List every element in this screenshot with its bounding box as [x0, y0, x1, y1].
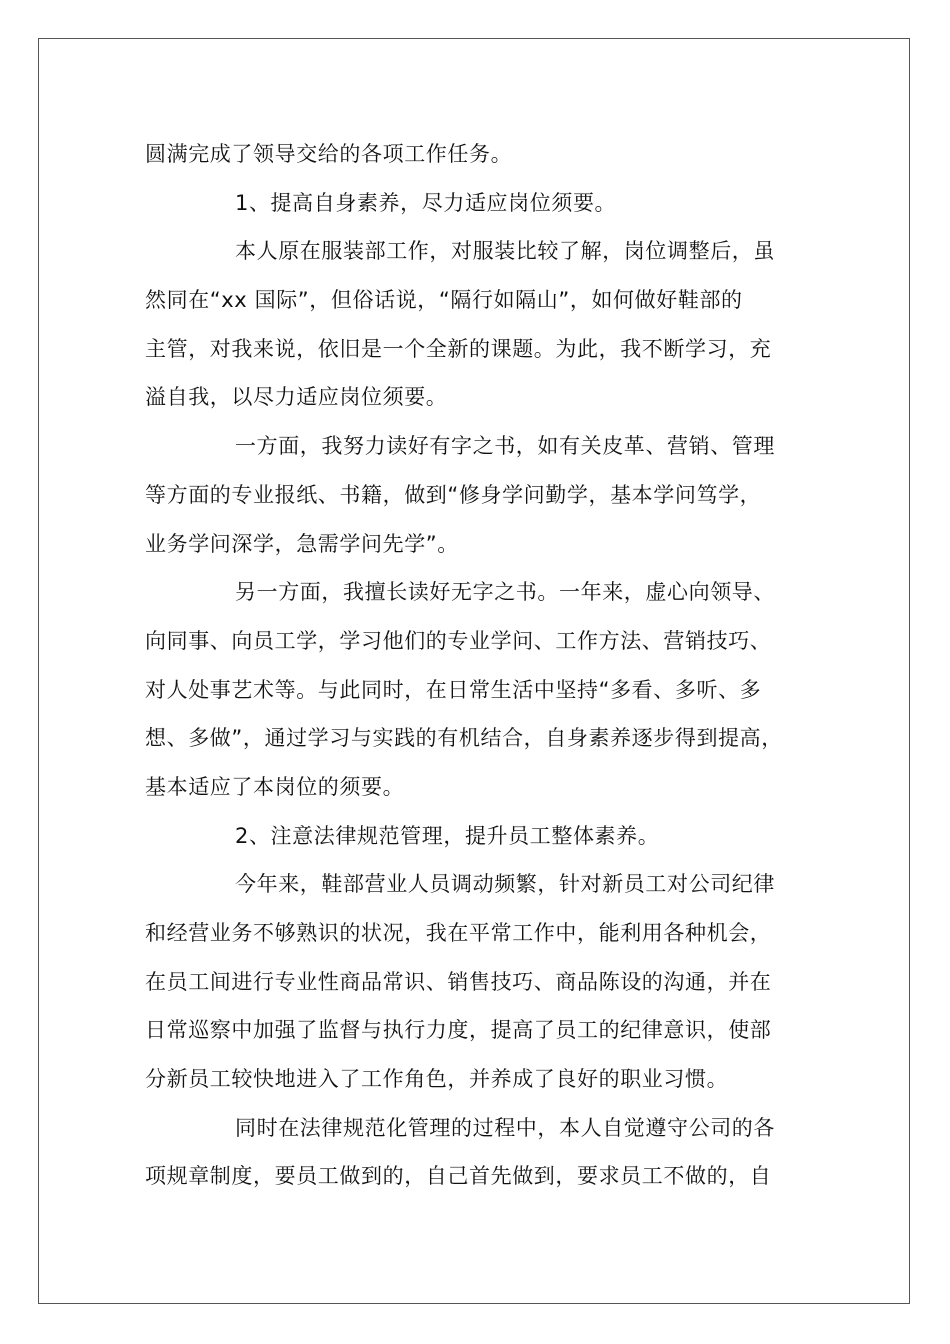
- text-line: 和经营业务不够熟识的状况，我在平常工作中，能利用各种机会，: [145, 921, 772, 945]
- document-body: [145, 130, 825, 1201]
- text-line: 本人原在服装部工作，对服装比较了解，岗位调整后，虽: [235, 239, 775, 264]
- text-line: 在员工间进行专业性商品常识、销售技巧、商品陈设的沟通，并在: [145, 969, 772, 994]
- text-line: 等方面的专业报纸、书籍，做到“修身学问勤学，基本学问笃学，: [145, 482, 762, 507]
- text-line: 业务学问深学，急需学问先学”。: [145, 531, 459, 556]
- text-line: 分新员工较快地进入了工作角色，并养成了良好的职业习惯。: [145, 1067, 729, 1092]
- text-line: 项规章制度，要员工做到的，自己首先做到，要求员工不做的，自: [145, 1164, 772, 1189]
- text-line: 基本适应了本岗位的须要。: [145, 774, 405, 799]
- text-line: 同时在法律规范化管理的过程中，本人自觉遵守公司的各: [235, 1115, 775, 1140]
- text-line: 一方面，我努力读好有字之书，如有关皮革、营销、管理: [235, 434, 775, 459]
- text-line: 对人处事艺术等。与此同时，在日常生活中坚持“多看、多听、多: [145, 677, 762, 702]
- text-line: 1、提高自身素养，尽力适应岗位须要。: [235, 190, 617, 215]
- text-line: 2、注意法律规范管理，提升员工整体素养。: [235, 823, 660, 848]
- text-line: 日常巡察中加强了监督与执行力度，提高了员工的纪律意识，使部: [145, 1018, 772, 1043]
- text-line: 另一方面，我擅长读好无字之书。一年来，虚心向领导、: [235, 580, 775, 605]
- text-line: 想、多做”，通过学习与实践的有机结合，自身素养逐步得到提高，: [145, 726, 783, 751]
- text-line: 主管，对我来说，依旧是一个全新的课题。为此，我不断学习，充: [145, 336, 772, 361]
- text-line: 圆满完成了领导交给的各项工作任务。: [145, 142, 513, 166]
- text-line: 溢自我，以尽力适应岗位须要。: [145, 385, 448, 410]
- text-line: 今年来，鞋部营业人员调动频繁，针对新员工对公司纪律: [235, 872, 775, 897]
- text-line: 向同事、向员工学，学习他们的专业学问、工作方法、营销技巧、: [145, 628, 772, 653]
- text-line: 然同在“xx 国际”，但俗话说，“隔行如隔山”，如何做好鞋部的: [145, 288, 743, 313]
